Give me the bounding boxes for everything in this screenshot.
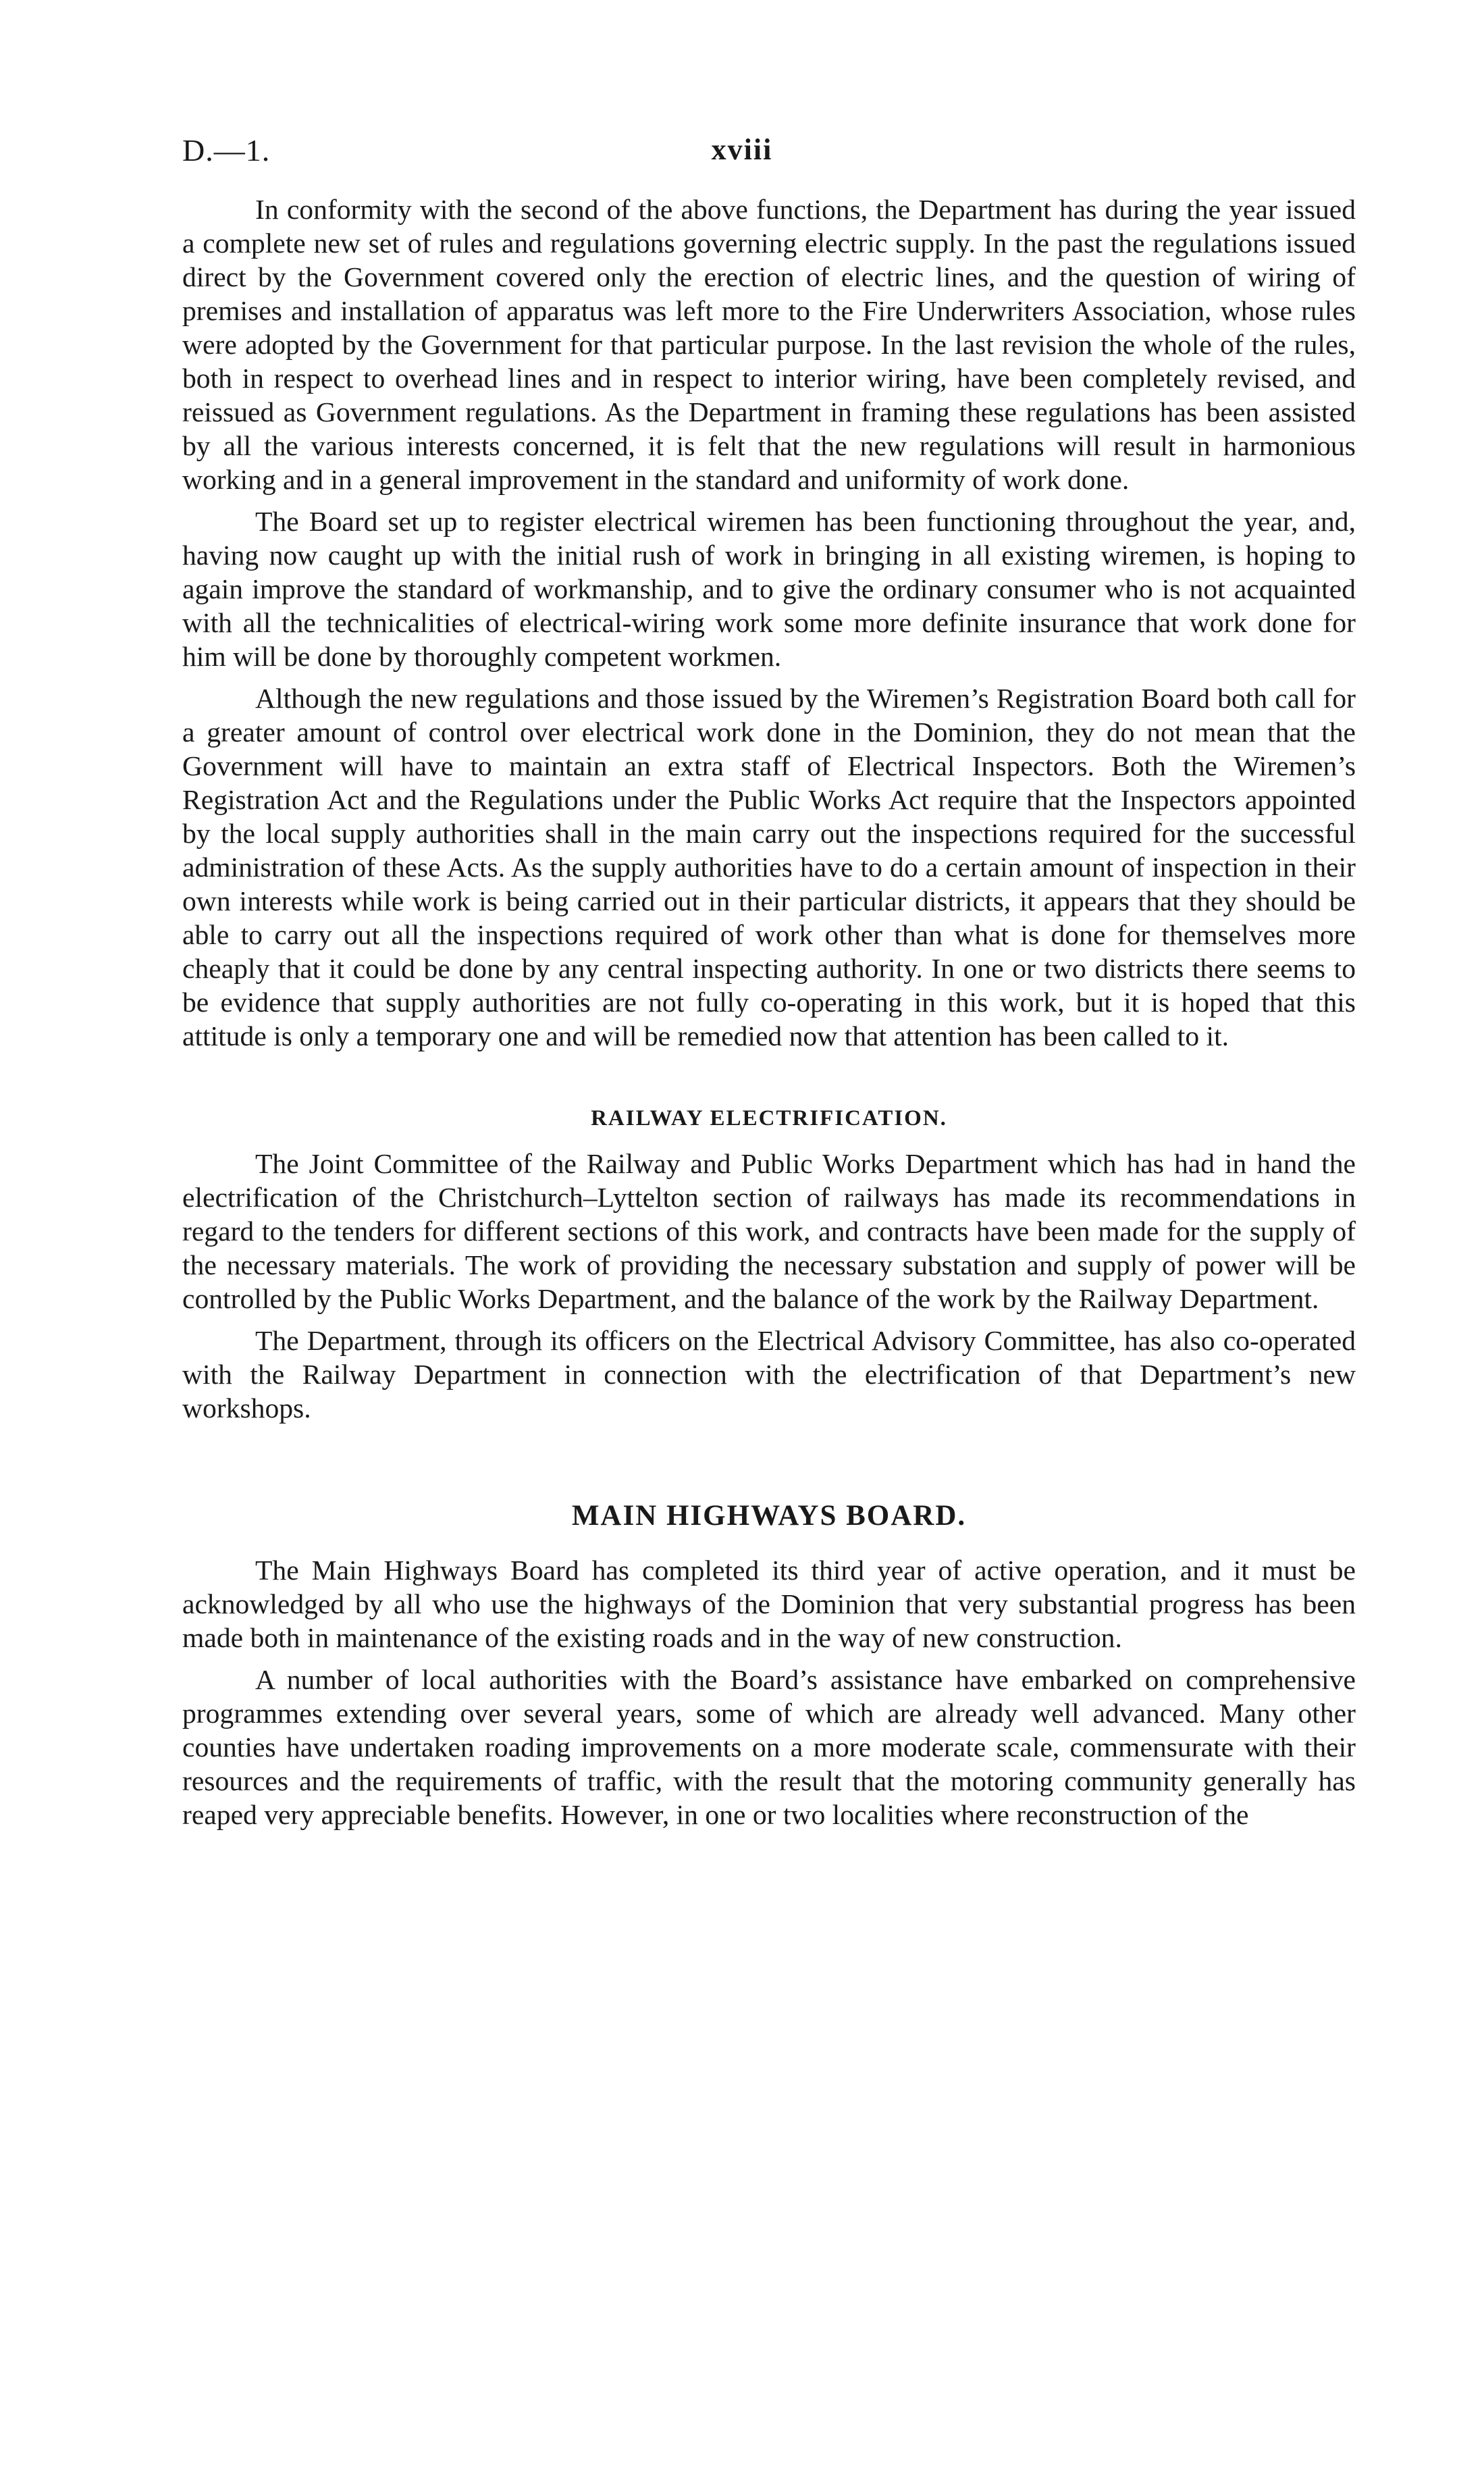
paragraph-highways-progress: The Main Highways Board has completed its third year of active operation, and it must be acknowledged by all who use the highways of the Dominion that very substantial progress has been made both in maintenance of the existing roads and in the way of new construction. xyxy=(182,1555,1356,1653)
paragraph-joint-committee: The Joint Committee of the Railway and Public Works Department which has had in hand the electrification of the Christchurch–Lyttelton section of railways has made its recommendations in regard to the tenders for different sections of this work, and contracts have been made for the supply of the necessary materials. The work of providing the necessary substation and supply of power will be controlled by the Public Works Department, and the balance of the work by the Railway Department. xyxy=(182,1148,1356,1314)
paragraph-advisory-committee: The Department, through its officers on the Electrical Advisory Committee, has also co-operated with the Railway Department in connection with the electrification of that Department’s new workshops. xyxy=(182,1325,1356,1424)
paragraph-inspectors: Although the new regulations and those issued by the Wiremen’s Registration Board both call for a greater amount of control over electrical work done in the Dominion, they do not mean that the Government will have to maintain an extra staff of Electrical Inspectors. Both the Wiremen’s Registration Act and the Regulations under the Public Works Act require that the Inspectors appointed by the local supply authorities shall in the main carry out the inspections required for the successful administration of these Acts. As the supply authorities have to do a certain amount of inspection in their own interests while work is being carried out in their particular districts, it appears that they should be able to carry out all the inspections required of work other than what is done for themselves more cheaply that it could be done by any central inspecting authority. In one or two districts there seems to be evidence that supply authorities are not fully co-operating in this work, but it is hoped that this attitude is only a temporary one and will be remedied now that attention has been called to it. xyxy=(182,683,1356,1051)
section-heading-railway: RAILWAY ELECTRIFICATION. xyxy=(591,1106,947,1130)
paragraph-wiremen-board: The Board set up to register electrical wiremen has been functioning throughout the year, and, having now caught up with the initial rush of work in bringing in all existing wiremen, is hoping to again improve the standard of workmanship, and to give the ordinary consumer who is not acquainted with all the technicalities of electrical-wiring work some more definite insurance that work done for him will be done by thoroughly competent workmen. xyxy=(182,506,1356,672)
section-heading-highways: MAIN HIGHWAYS BOARD. xyxy=(571,1500,967,1532)
paragraph-regulations: In conformity with the second of the above functions, the Department has during the year issued a complete new set of rules and regulations governing electric supply. In the past the regulations issued direct by the Government covered only the erection of electric lines, and the question of wiring of premises and installation of apparatus was left more to the Fire Underwriters Association, whose rules were adopted by the Government for that particular purpose. In the last revision the whole of the rules, both in respect to overhead lines and in respect to interior wiring, have been completely revised, and reissued as Government regulations. As the Department in framing these regulations has been assisted by all the various interests concerned, it is felt that the new regulations will result in harmonious working and in a general improvement in the standard and uniformity of work done. xyxy=(182,194,1356,495)
paragraph-local-authorities: A number of local authorities with the Board’s assistance have embarked on comprehensive programmes extending over several years, some of which are already well advanced. Many other counties have undertaken roading improvements on a more moderate scale, commensurate with their resources and the requirements of traffic, with the result that the motoring community generally has reaped very appreciable benefits. However, in one or two localities where reconstruction of the xyxy=(182,1664,1356,1830)
body-text xyxy=(182,192,1356,1831)
document-reference: D.—1. xyxy=(182,133,271,167)
page-number: xviii xyxy=(711,133,773,166)
